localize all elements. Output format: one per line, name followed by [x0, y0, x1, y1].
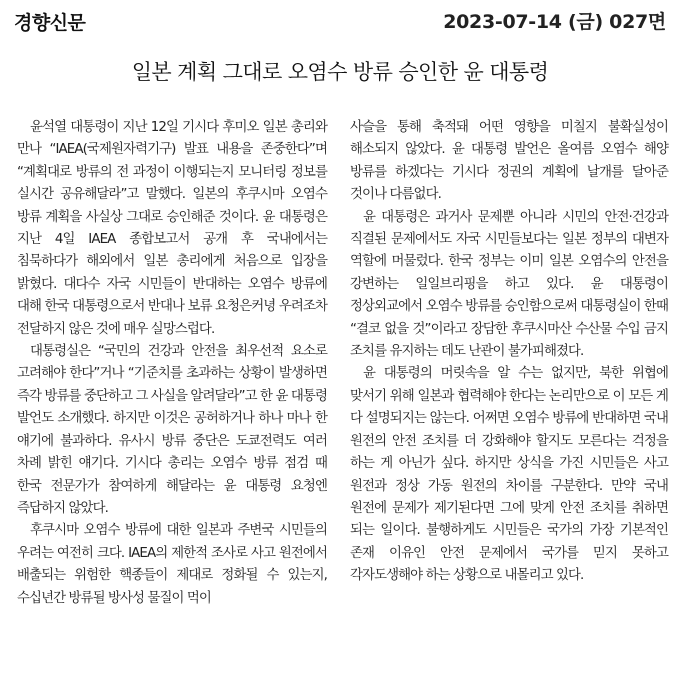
article-paragraph: 사슬을 통해 축적돼 어떤 영향을 미칠지 불확실성이 해소되지 않았다. 윤 대통령 발언은 올여름 오염수 해양 방류를 하겠다는 기시다 정권의 계획에 날개를 달아준 것이나 다름없다.: [350, 120, 668, 203]
date-and-page: 2023-07-14 (금) 027면: [443, 11, 666, 33]
article-paragraph: 대통령실은 “국민의 건강과 안전을 최우선적 요소로 고려해야 한다”거나 “기준치를 초과하는 상황이 발생하면 즉각 방류를 중단하고 그 사실을 알려달라”고 한 윤 대통령 발언도 소개했다. 하지만 이것은 공허하거나 하나 마나 한 얘기에 불과하다. 유사시 방류 중단은 도쿄전력도 여러 차례 밝힌 얘기다. 기시다 총리는 오염수 방류 점검 때 한국 전문가가 참여하게 해달라는 윤 대통령 요청엔 즉답하지 않았다.: [17, 344, 327, 516]
article-paragraph: 후쿠시마 오염수 방류에 대한 일본과 주변국 시민들의 우려는 여전히 크다. IAEA의 제한적 조사로 사고 원전에서 배출되는 위험한 핵종들이 제대로 정화될 수 있는지, 수십년간 방류될 방사성 물질이 먹이: [17, 523, 327, 606]
newspaper-name: 경향신문: [14, 12, 86, 34]
article-paragraph: 윤 대통령의 머릿속을 알 수는 없지만, 북한 위협에 맞서기 위해 일본과 협력해야 한다는 논리만으로 이 모든 게 다 설명되지는 않는다. 어쩌면 오염수 방류에 반대하면 국내 원전의 안전 조치를 더 강화해야 할지도 모른다는 걱정을 하는 게 아닌가 싶다. 하지만 상식을 가진 시민들은 사고 원전과 정상 가동 원전의 차이를 구분한다. 만약 국내 원전에 문제가 제기된다면 그에 맞게 안전 조치를 취하면 되는 일이다. 불행하게도 시민들은 국가의 가장 기본적인 존재 이유인 안전 문제에서 국가를 믿지 못하고 각자도생해야 하는 상황으로 내몰리고 있다.: [350, 366, 668, 584]
article-paragraph: 윤석열 대통령이 지난 12일 기시다 후미오 일본 총리와 만나 “IAEA(국제원자력기구) 발표 내용을 존중한다”며 “계획대로 방류의 전 과정이 이행되는지 모니터링 정보를 실시간 공유해달라”고 말했다. 일본의 후쿠시마 오염수 방류 계획을 사실상 그대로 승인해준 것이다. 윤 대통령은 지난 4일 IAEA 종합보고서 공개 후 국내에서는 침묵하다가 해외에서 일본 총리에게 처음으로 입장을 밝혔다. 대다수 자국 시민들이 반대하는 오염수 방류에 대해 한국 대통령으로서 반대나 보류 요청은커녕 우려조차 전달하지 않은 것에 매우 실망스럽다.: [17, 120, 327, 337]
article-column-right: [350, 117, 668, 588]
article-column-left: [17, 117, 327, 610]
article-paragraph: 윤 대통령은 과거사 문제뿐 아니라 시민의 안전·건강과 직결된 문제에서도 자국 시민들보다는 일본 정부의 대변자 역할에 머물렀다. 한국 정부는 이미 일본 오염수의 안전을 강변하는 일일브리핑을 하고 있다. 윤 대통령이 정상외교에서 오염수 방류를 승인함으로써 대통령실이 한때 “결코 없을 것”이라고 장담한 후쿠시마산 수산물 수입 금지 조치를 유지하는 데도 난관이 불가피해졌다.: [350, 209, 668, 360]
article-headline: 일본 계획 그대로 오염수 방류 승인한 윤 대통령: [131, 60, 549, 84]
page-header: [0, 0, 680, 40]
